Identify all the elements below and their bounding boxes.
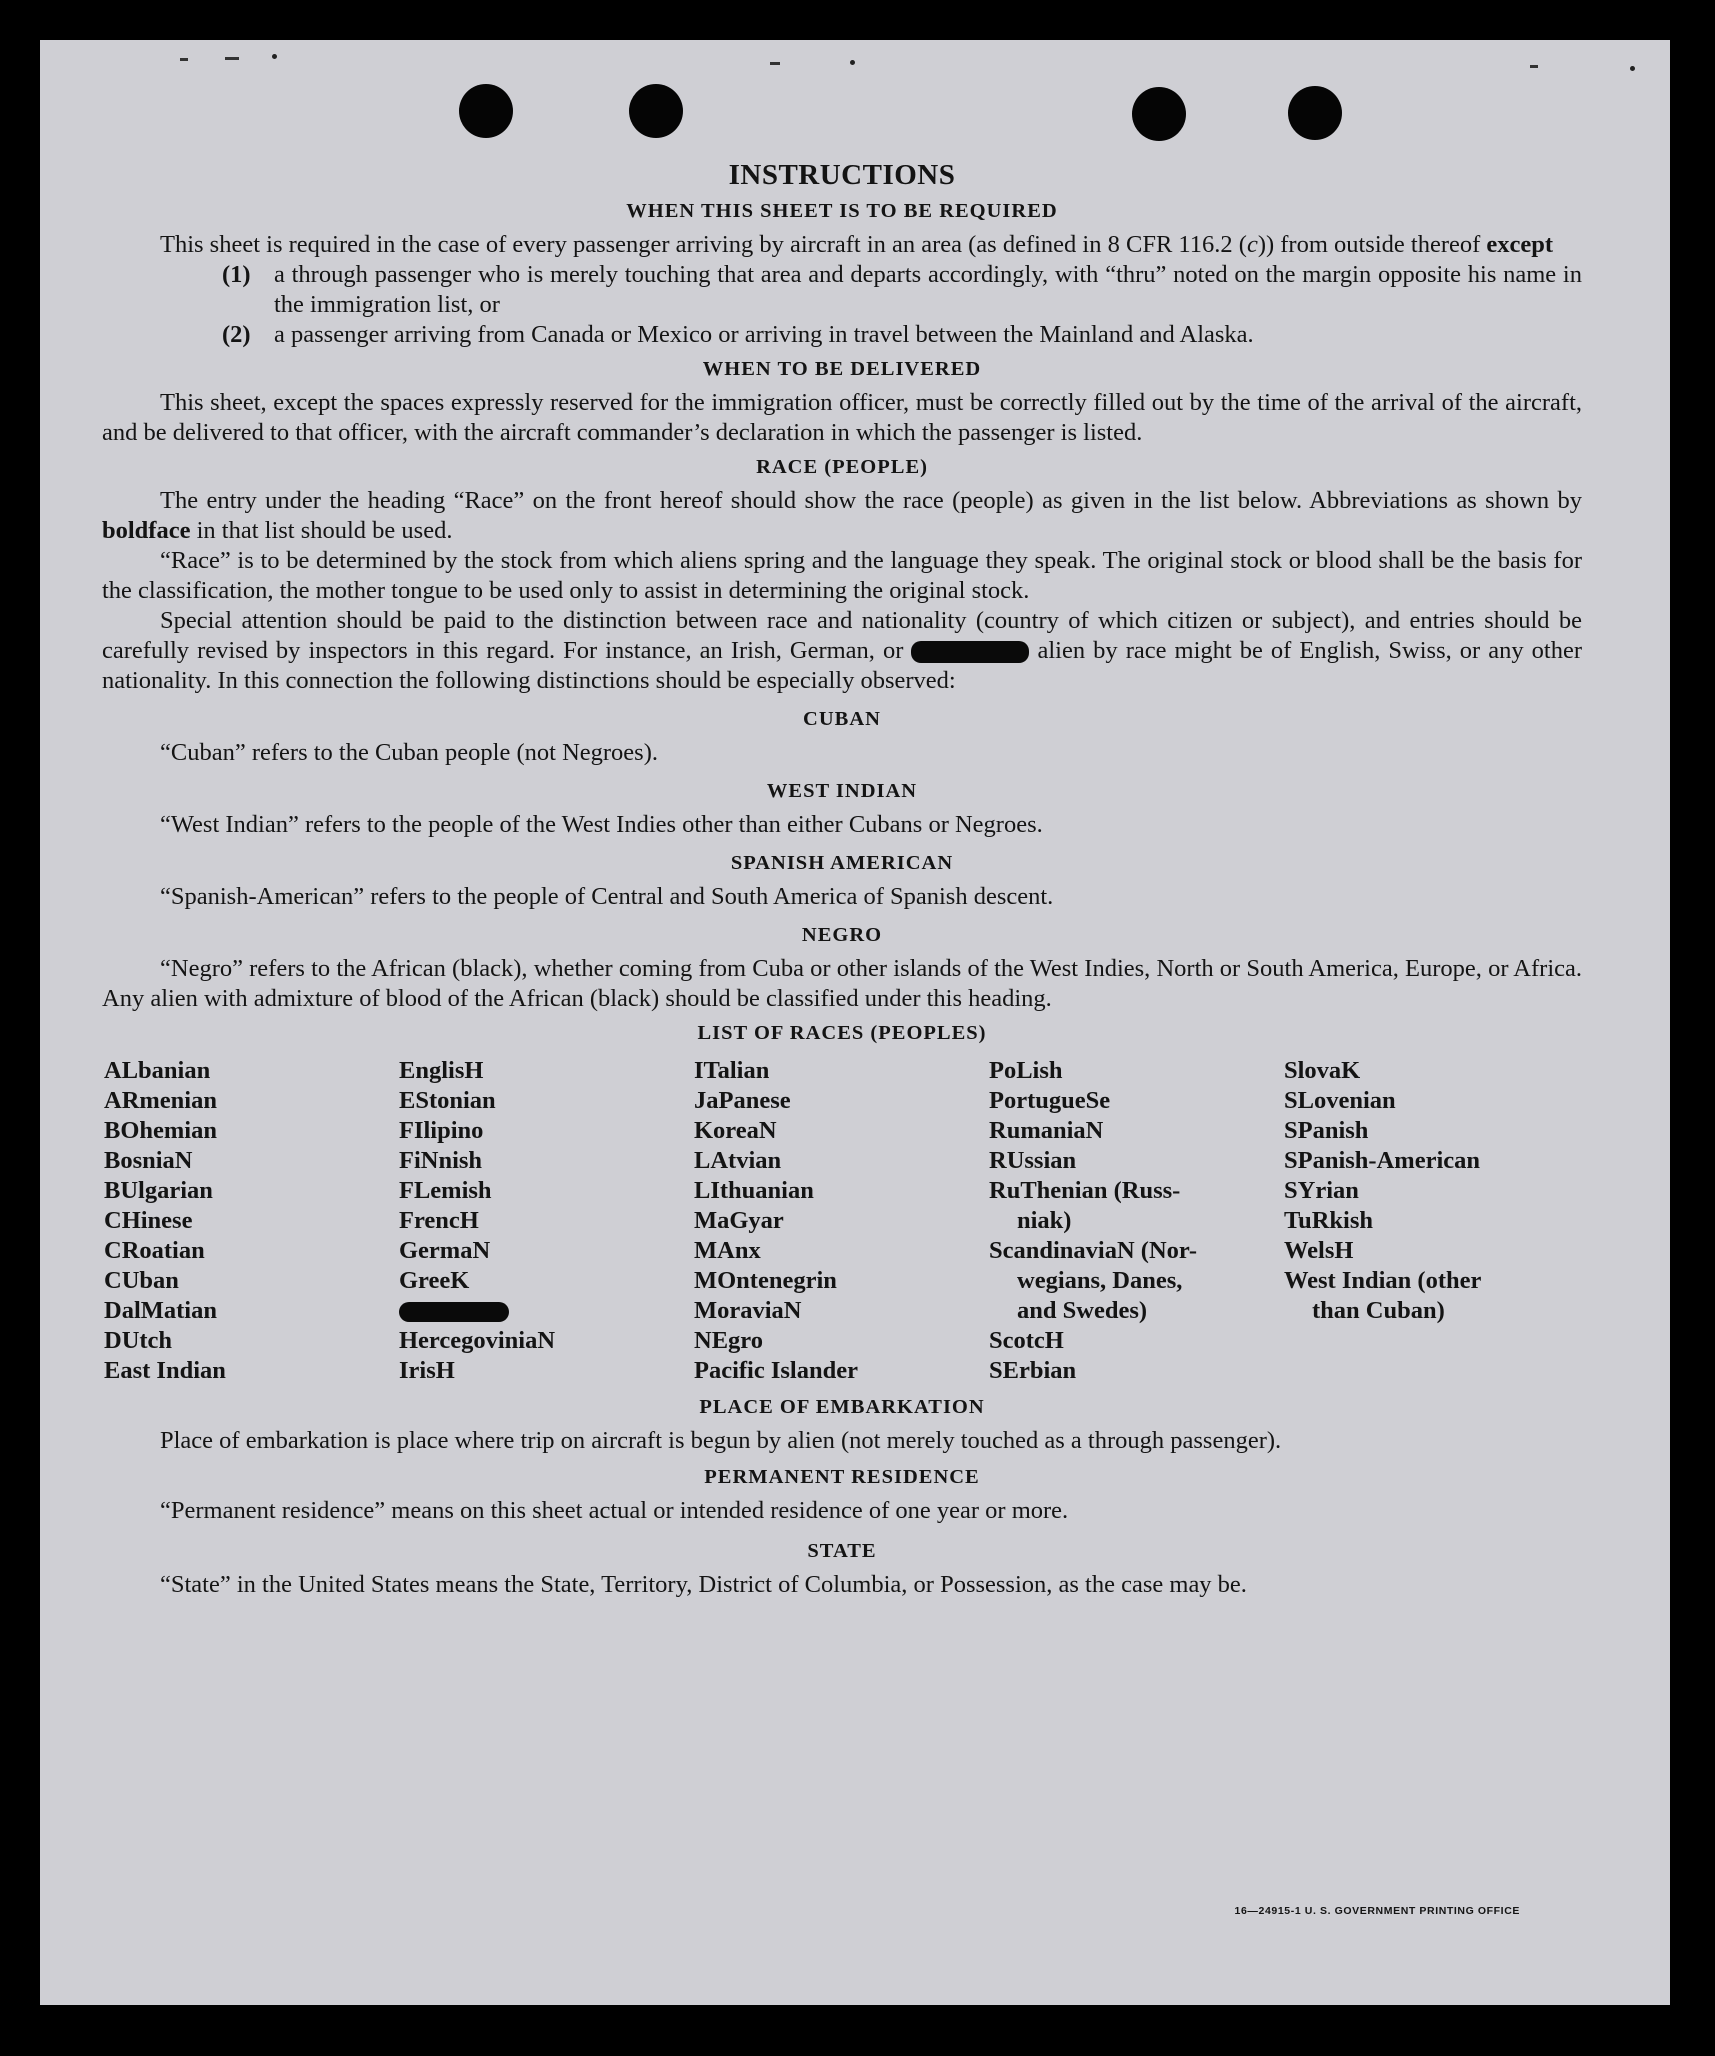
race-entry: MoraviaN xyxy=(694,1297,802,1324)
punch-hole xyxy=(459,84,513,138)
race-entry: GreeK xyxy=(399,1267,470,1294)
race-entry: SlovaK xyxy=(1284,1057,1361,1084)
punch-hole xyxy=(629,84,683,138)
item-text: a through passenger who is merely touching that area and departs accordingly, with “thru” noted on the margin opposite his name in the immigration list, or xyxy=(274,261,1582,318)
speck xyxy=(180,58,188,61)
race-entry: DalMatian xyxy=(104,1297,217,1324)
item-number: (1) xyxy=(222,261,251,288)
section-heading-list: LIST OF RACES (PEOPLES) xyxy=(697,1022,987,1044)
race-entry: ScotcH xyxy=(989,1327,1064,1354)
exception-item-2 xyxy=(102,320,1582,350)
race-entry: CUban xyxy=(104,1267,179,1294)
race-entry: LAtvian xyxy=(694,1147,782,1174)
printing-office-note: 16—24915-1 U. S. GOVERNMENT PRINTING OFFICE xyxy=(1234,1905,1520,1917)
embarkation-text: Place of embarkation is place where trip on aircraft is begun by alien (not merely touched as a through passenger). xyxy=(160,1427,1282,1454)
instructions-body xyxy=(102,160,1582,1600)
race-entry: MAnx xyxy=(694,1237,761,1264)
race-entry: RuThenian (Russ- xyxy=(989,1177,1181,1204)
races-column-1 xyxy=(104,1056,399,1386)
race-bold: boldface xyxy=(102,517,191,544)
race-text: in that list should be used. xyxy=(190,517,453,544)
intro-bold: except xyxy=(1486,231,1554,258)
race-entry: SLovenian xyxy=(1284,1087,1396,1114)
intro-text: This sheet is required in the case of every passenger arriving by aircraft in an area (as defined in 8 CFR 116.2 ( xyxy=(160,231,1247,258)
section-heading-cuban: CUBAN xyxy=(803,708,881,730)
speck xyxy=(272,54,277,59)
races-list xyxy=(102,1056,1582,1386)
race-entry: niak) xyxy=(1017,1207,1072,1234)
intro-text: )) from outside thereof xyxy=(1257,231,1487,258)
race-entry: GermaN xyxy=(399,1237,491,1264)
race-entry: DUtch xyxy=(104,1327,173,1354)
race-entry: SYrian xyxy=(1284,1177,1359,1204)
race-entry: RumaniaN xyxy=(989,1117,1104,1144)
race-entry: FLemish xyxy=(399,1177,492,1204)
race-entry: MOntenegrin xyxy=(694,1267,837,1294)
race-entry: SPanish-American xyxy=(1284,1147,1480,1174)
races-column-2 xyxy=(399,1056,694,1386)
race-entry: ARmenian xyxy=(104,1087,217,1114)
race-entry: Pacific Islander xyxy=(694,1357,858,1384)
state-text: “State” in the United States means the State, Territory, District of Columbia, or Possession, as the case may be. xyxy=(160,1571,1247,1598)
races-column-5 xyxy=(1284,1056,1584,1386)
race-entry: HercegoviniaN xyxy=(399,1327,556,1354)
section-heading-spanish-american: SPANISH AMERICAN xyxy=(730,852,954,874)
item-text: a passenger arriving from Canada or Mexico or arriving in travel between the Mainland and Alaska. xyxy=(274,321,1254,348)
punch-hole xyxy=(1132,87,1186,141)
race-entry: BosniaN xyxy=(104,1147,193,1174)
race-entry: West Indian (other xyxy=(1284,1267,1482,1294)
negro-text: “Negro” refers to the African (black), whether coming from Cuba or other islands of the West Indies, North or South America, Europe, or Africa. Any alien with admixture of blood of the African (black) should be classified under this heading. xyxy=(102,955,1582,1012)
race-entry: TuRkish xyxy=(1284,1207,1374,1234)
race-entry: than Cuban) xyxy=(1312,1297,1445,1324)
race-entry: LIthuanian xyxy=(694,1177,814,1204)
required-intro xyxy=(102,230,1582,260)
speck xyxy=(770,62,780,65)
section-heading-required: WHEN THIS SHEET IS TO BE REQUIRED xyxy=(626,200,1058,222)
race-entry: ITalian xyxy=(694,1057,770,1084)
race-text: The entry under the heading “Race” on the front hereof should show the race (people) as given in the list below. Abbreviations as shown by xyxy=(160,487,1582,514)
race-entry: NEgro xyxy=(694,1327,763,1354)
section-heading-residence: PERMANENT RESIDENCE xyxy=(704,1466,980,1488)
race-entry: BUlgarian xyxy=(104,1177,213,1204)
race-entry: SPanish xyxy=(1284,1117,1369,1144)
race-entry-redacted xyxy=(399,1296,694,1326)
race-paragraph-2: “Race” is to be determined by the stock from which aliens spring and the language they speak. The original stock or blood shall be the basis for the classification, the mother tongue to be used only to assist in determining the original stock. xyxy=(102,547,1582,604)
item-number: (2) xyxy=(222,321,251,348)
race-entry: East Indian xyxy=(104,1357,226,1384)
race-entry: ScandinaviaN (Nor- xyxy=(989,1237,1198,1264)
redaction-mark xyxy=(399,1302,509,1322)
section-heading-race: RACE (PEOPLE) xyxy=(756,456,928,478)
exception-item-1 xyxy=(102,260,1582,320)
race-entry: CHinese xyxy=(104,1207,193,1234)
race-entry: and Swedes) xyxy=(1017,1297,1148,1324)
west-indian-text: “West Indian” refers to the people of the West Indies other than either Cubans or Negroes. xyxy=(160,811,1043,838)
race-entry: wegians, Danes, xyxy=(1017,1267,1183,1294)
speck xyxy=(1630,66,1635,71)
race-entry: MaGyar xyxy=(694,1207,784,1234)
section-heading-embarkation: PLACE OF EMBARKATION xyxy=(699,1396,985,1418)
race-paragraph-1 xyxy=(102,486,1582,546)
race-entry: ALbanian xyxy=(104,1057,211,1084)
race-entry: FiNnish xyxy=(399,1147,483,1174)
race-entry: PoLish xyxy=(989,1057,1063,1084)
race-entry: EnglisH xyxy=(399,1057,484,1084)
speck xyxy=(850,60,855,65)
punch-hole xyxy=(1288,86,1342,140)
cuban-text: “Cuban” refers to the Cuban people (not Negroes). xyxy=(160,739,658,766)
section-heading-west-indian: WEST INDIAN xyxy=(766,780,918,802)
section-heading-state: STATE xyxy=(807,1540,877,1562)
race-text: Special attention should be paid to the distinction between race and nationality (country of which citizen or subject), and entries should be carefully revised by inspectors in this regard. For instance, an Irish, German, or xyxy=(102,607,1582,664)
delivered-text: This sheet, except the spaces expressly reserved for the immigration officer, must be correctly filled out by the time of the arrival of the aircraft, and be delivered to that officer, with the aircraft commander’s declaration in which the passenger is listed. xyxy=(102,389,1582,446)
speck xyxy=(1530,65,1538,68)
section-heading-delivered: WHEN TO BE DELIVERED xyxy=(702,358,982,380)
race-entry: FrencH xyxy=(399,1207,479,1234)
intro-italic: c xyxy=(1246,231,1258,258)
section-heading-negro: NEGRO xyxy=(801,924,883,946)
races-column-4 xyxy=(989,1056,1284,1386)
race-entry: RUssian xyxy=(989,1147,1077,1174)
page-title: INSTRUCTIONS xyxy=(728,159,956,191)
races-column-3 xyxy=(694,1056,989,1386)
spanish-american-text: “Spanish-American” refers to the people of Central and South America of Spanish descent. xyxy=(160,883,1054,910)
race-entry: FIlipino xyxy=(399,1117,484,1144)
speck xyxy=(225,57,239,60)
redaction-mark xyxy=(911,641,1029,663)
race-entry: EStonian xyxy=(399,1087,496,1114)
race-entry: JaPanese xyxy=(694,1087,791,1114)
race-entry: PortugueSe xyxy=(989,1087,1111,1114)
residence-text: “Permanent residence” means on this sheet actual or intended residence of one year or more. xyxy=(160,1497,1069,1524)
race-entry: BOhemian xyxy=(104,1117,217,1144)
race-entry: KoreaN xyxy=(694,1117,777,1144)
race-entry: SErbian xyxy=(989,1357,1077,1384)
document-sheet xyxy=(40,40,1670,2005)
race-entry: WelsH xyxy=(1284,1237,1354,1264)
race-text: alien by race might be of English, Swiss, or any other nationality. In this connection the following distinctions should be especially observed: xyxy=(102,637,1583,694)
race-entry: CRoatian xyxy=(104,1237,205,1264)
race-entry: IrisH xyxy=(399,1357,455,1384)
race-paragraph-3 xyxy=(102,606,1582,696)
